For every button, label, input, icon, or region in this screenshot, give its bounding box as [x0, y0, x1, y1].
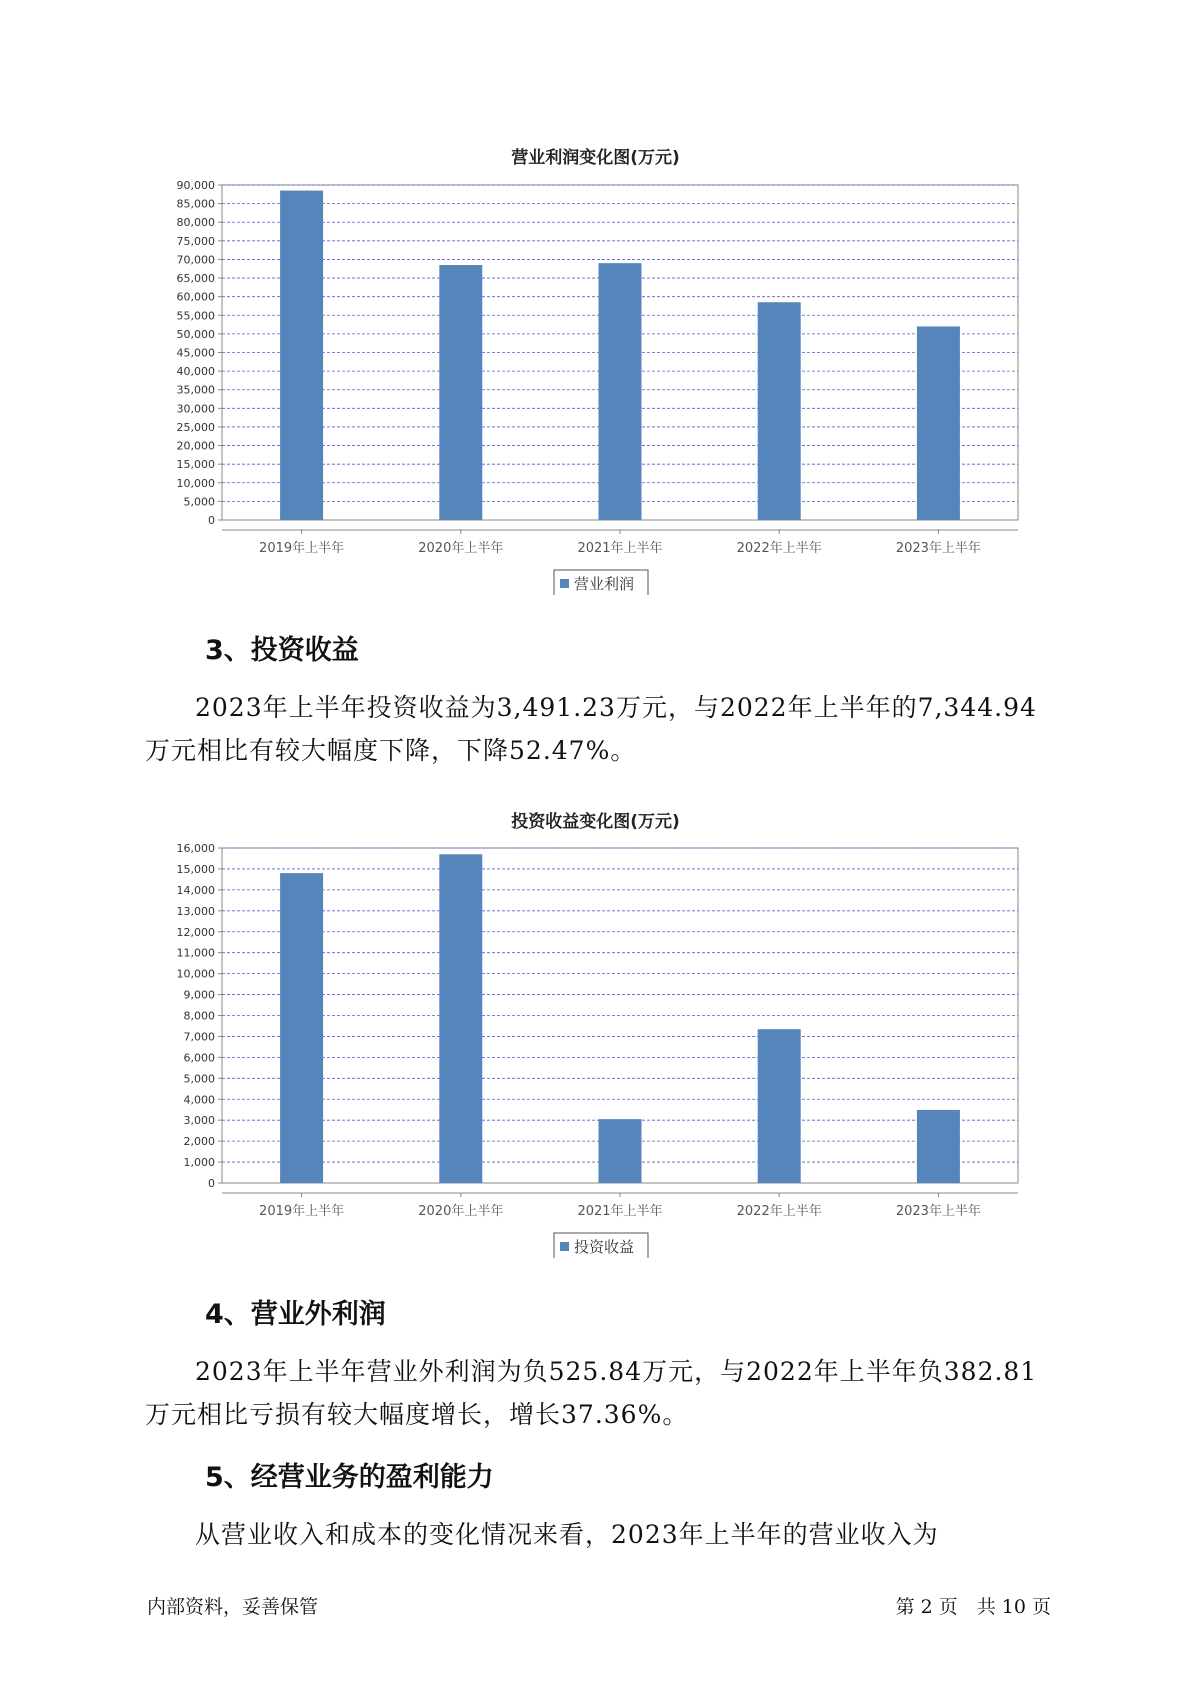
legend-label: 投资收益: [574, 1238, 635, 1256]
y-tick-label: 12,000: [176, 925, 215, 939]
x-tick-label: 2020年上半年: [418, 541, 504, 556]
section-4-line-1: 2023年上半年营业外利润为负525.84万元，与2022年上半年负382.81: [195, 1357, 1038, 1386]
bar-2019年上半年: [280, 873, 323, 1183]
x-tick-label: 2022年上半年: [736, 541, 822, 556]
operating-profit-chart: [0, 175, 1191, 595]
y-tick-label: 13,000: [176, 904, 215, 918]
section-3-heading: 3、投资收益: [205, 635, 359, 666]
y-tick-label: 16,000: [176, 842, 215, 855]
bar-2019年上半年: [280, 191, 323, 520]
section-5-line-1: 从营业收入和成本的变化情况来看，2023年上半年的营业收入为: [195, 1520, 939, 1549]
y-tick-label: 75,000: [176, 234, 215, 248]
y-tick-label: 14,000: [176, 883, 215, 897]
y-tick-label: 70,000: [176, 253, 215, 267]
y-tick-label: 8,000: [183, 1009, 215, 1023]
y-tick-label: 9,000: [183, 988, 215, 1002]
y-tick-label: 11,000: [176, 946, 215, 960]
section-3-paragraph: [145, 686, 1045, 772]
bar-2021年上半年: [599, 1119, 642, 1183]
y-tick-label: 5,000: [183, 495, 215, 509]
y-tick-label: 5,000: [183, 1072, 215, 1086]
y-tick-label: 90,000: [176, 179, 215, 192]
legend-label: 营业利润: [574, 575, 635, 593]
y-tick-label: 35,000: [176, 383, 215, 397]
y-tick-label: 10,000: [176, 476, 215, 490]
y-tick-label: 15,000: [176, 862, 215, 876]
x-tick-label: 2020年上半年: [418, 1204, 504, 1219]
footer-confidential-note: 内部资料，妥善保管: [147, 1596, 319, 1618]
x-tick-label: 2023年上半年: [895, 1204, 981, 1219]
bar-2023年上半年: [917, 1110, 960, 1183]
bar-2022年上半年: [758, 302, 801, 520]
y-tick-label: 80,000: [176, 216, 215, 230]
bar-2020年上半年: [439, 854, 482, 1183]
x-tick-label: 2019年上半年: [259, 1204, 345, 1219]
y-tick-label: 10,000: [176, 967, 215, 981]
legend-swatch: [560, 579, 569, 588]
section-4-heading: 4、营业外利润: [205, 1299, 386, 1330]
y-tick-label: 2,000: [183, 1135, 215, 1149]
y-tick-label: 85,000: [176, 197, 215, 211]
section-3-line-2: 万元相比有较大幅度下降，下降52.47%。: [145, 736, 637, 765]
y-tick-label: 65,000: [176, 272, 215, 286]
y-tick-label: 3,000: [183, 1114, 215, 1128]
y-tick-label: 55,000: [176, 309, 215, 323]
x-tick-label: 2022年上半年: [736, 1204, 822, 1219]
x-tick-label: 2023年上半年: [895, 541, 981, 556]
y-tick-label: 0: [208, 1177, 215, 1190]
y-tick-label: 25,000: [176, 420, 215, 434]
section-4-line-2: 万元相比亏损有较大幅度增长，增长37.36%。: [145, 1400, 689, 1429]
section-5-heading: 5、经营业务的盈利能力: [205, 1462, 494, 1493]
x-tick-label: 2021年上半年: [577, 1204, 663, 1219]
y-tick-label: 20,000: [176, 439, 215, 453]
y-tick-label: 1,000: [183, 1156, 215, 1170]
bar-2023年上半年: [917, 326, 960, 520]
bar-2021年上半年: [599, 263, 642, 520]
chart-title-operating-profit: 营业利润变化图(万元): [511, 148, 680, 168]
footer-page-number: 第 2 页 共 10 页: [895, 1596, 1051, 1618]
legend-swatch: [560, 1242, 569, 1251]
y-tick-label: 15,000: [176, 458, 215, 472]
chart-title-investment-income: 投资收益变化图(万元): [511, 812, 680, 832]
bar-2020年上半年: [439, 265, 482, 520]
y-tick-label: 40,000: [176, 365, 215, 379]
investment-income-chart: [0, 838, 1191, 1258]
y-tick-label: 4,000: [183, 1093, 215, 1107]
section-5-paragraph: [145, 1513, 1045, 1556]
y-tick-label: 50,000: [176, 327, 215, 341]
y-tick-label: 60,000: [176, 290, 215, 304]
bar-2022年上半年: [758, 1029, 801, 1183]
y-tick-label: 45,000: [176, 346, 215, 360]
x-tick-label: 2019年上半年: [259, 541, 345, 556]
x-tick-label: 2021年上半年: [577, 541, 663, 556]
y-tick-label: 0: [208, 514, 215, 527]
section-4-paragraph: [145, 1350, 1045, 1436]
section-3-line-1: 2023年上半年投资收益为3,491.23万元，与2022年上半年的7,344.94: [195, 693, 1037, 722]
y-tick-label: 7,000: [183, 1030, 215, 1044]
y-tick-label: 30,000: [176, 402, 215, 416]
y-tick-label: 6,000: [183, 1051, 215, 1065]
